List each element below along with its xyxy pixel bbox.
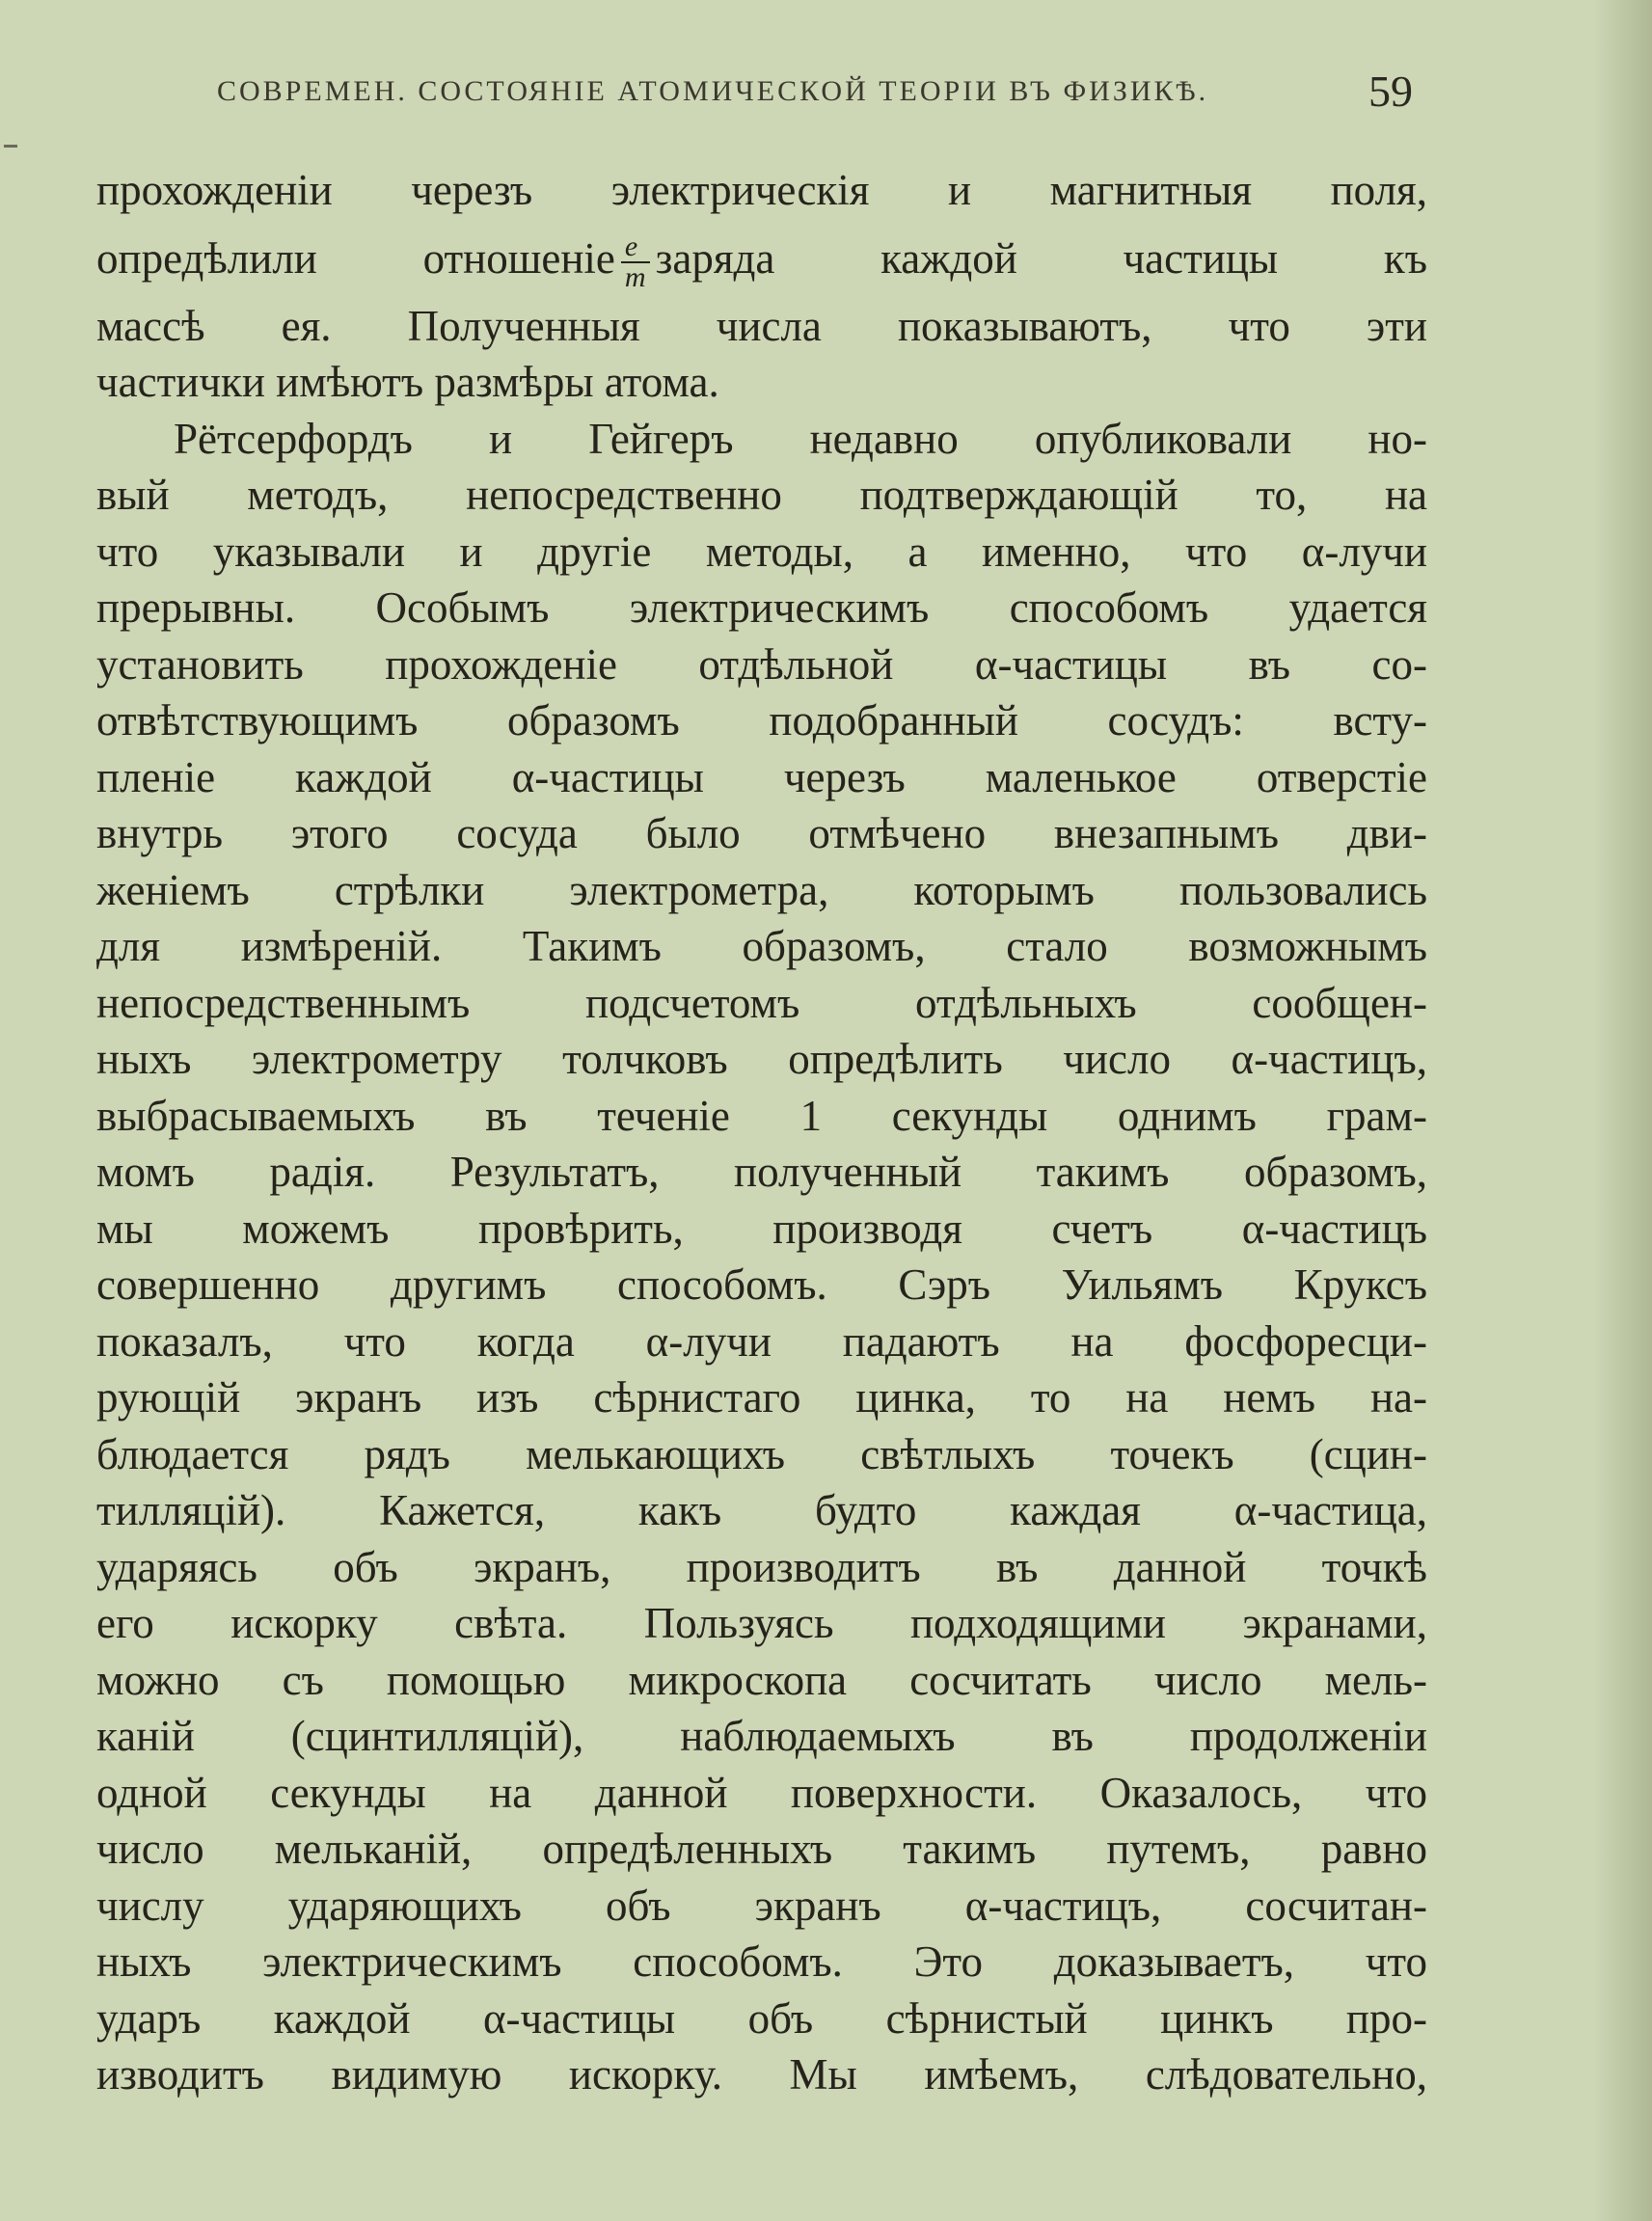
body-text xyxy=(96,162,1427,2103)
text-line: момъ радія. Результатъ, полученный такимъ образомъ, xyxy=(96,1148,1427,1196)
text-line: что указывали и другіе методы, а именно, что α-лучи xyxy=(96,527,1427,576)
page-header xyxy=(217,66,1413,123)
text-line: частички имѣютъ размѣры атома. xyxy=(96,358,719,406)
text-line: его искорку свѣта. Пользуясь подходящими экранами, xyxy=(96,1599,1427,1647)
text-line: Рётсерфордъ и Гейгеръ недавно опубликовали но- xyxy=(174,414,1427,463)
text-line: число мельканій, опредѣленныхъ такимъ путемъ, равно xyxy=(96,1825,1427,1873)
page-number: 59 xyxy=(1368,67,1413,116)
text-line: изводитъ видимую искорку. Мы имѣемъ, слѣдовательно, xyxy=(96,2050,1427,2099)
text-line: пленіе каждой α-частицы черезъ маленькое отверстіе xyxy=(96,752,1427,801)
formula-denominator: m xyxy=(624,261,646,294)
text-line: женіемъ стрѣлки электрометра, которымъ пользовались xyxy=(96,865,1427,914)
text-line: ударяясь объ экранъ, производитъ въ данной точкѣ xyxy=(96,1542,1427,1591)
text-line: одной секунды на данной поверхности. Оказалось, что xyxy=(96,1768,1427,1817)
text-line: показалъ, что когда α-лучи падаютъ на фосфоресци- xyxy=(96,1316,1427,1366)
text-line: можно съ помощью микроскопа сосчитать число мель- xyxy=(96,1655,1427,1704)
text-line: каній (сцинтилляцій), наблюдаемыхъ въ продолженіи xyxy=(96,1712,1427,1760)
text-line: ударъ каждой α-частицы объ сѣрнистый цинкъ про- xyxy=(96,1993,1427,2043)
text-line: непосредственнымъ подсчетомъ отдѣльныхъ сообщен- xyxy=(96,978,1427,1027)
page-edge-shadow xyxy=(1594,0,1652,2221)
text-line: прерывны. Особымъ электрическимъ способомъ удается xyxy=(96,583,1427,632)
text-line: блюдается рядъ мелькающихъ свѣтлыхъ точекъ (сцин- xyxy=(96,1429,1427,1478)
margin-mark xyxy=(4,145,17,148)
text-line-formula xyxy=(96,219,1427,298)
text-line: установить прохожденіе отдѣльной α-частицы въ со- xyxy=(96,639,1427,689)
text-line: тилляцій). Кажется, какъ будто каждая α-частица, xyxy=(96,1486,1427,1534)
text-line: отвѣтствующимъ образомъ подобранный сосудъ: всту- xyxy=(96,696,1427,745)
text-line: ныхъ электрометру толчковъ опредѣлить число α-частицъ, xyxy=(96,1035,1427,1083)
text-line: числу ударяющихъ объ экранъ α-частицъ, сосчитан- xyxy=(96,1881,1427,1930)
text-line: ныхъ электрическимъ способомъ. Это доказываетъ, что xyxy=(96,1937,1427,1986)
ratio-formula xyxy=(621,232,650,292)
formula-numerator: e xyxy=(621,232,650,263)
text-line: внутрь этого сосуда было отмѣчено внезапнымъ дви- xyxy=(96,809,1427,857)
running-head: СОВРЕМЕН. СОСТОЯНІЕ АТОМИЧЕСКОЙ ТЕОРІИ ВЪ ФИЗИКѢ. xyxy=(217,75,1209,107)
text-line: массѣ ея. Полученныя числа показываютъ, что эти xyxy=(96,301,1427,350)
text-line: совершенно другимъ способомъ. Сэръ Уильямъ Круксъ xyxy=(96,1260,1427,1309)
text-fragment: опредѣлили отношеніе xyxy=(96,233,615,283)
text-fragment: заряда каждой частицы къ xyxy=(655,233,1427,283)
text-line: выбрасываемыхъ въ теченіе 1 секунды однимъ грам- xyxy=(96,1091,1427,1140)
text-line: мы можемъ провѣрить, производя счетъ α-частицъ xyxy=(96,1204,1427,1253)
text-line: прохожденіи черезъ электрическія и магнитныя поля, xyxy=(96,166,1427,214)
text-line: рующій экранъ изъ сѣрнистаго цинка, то на немъ на- xyxy=(96,1373,1427,1422)
text-line: для измѣреній. Такимъ образомъ, стало возможнымъ xyxy=(96,922,1427,970)
text-line: вый методъ, непосредственно подтверждающій то, на xyxy=(96,471,1427,519)
